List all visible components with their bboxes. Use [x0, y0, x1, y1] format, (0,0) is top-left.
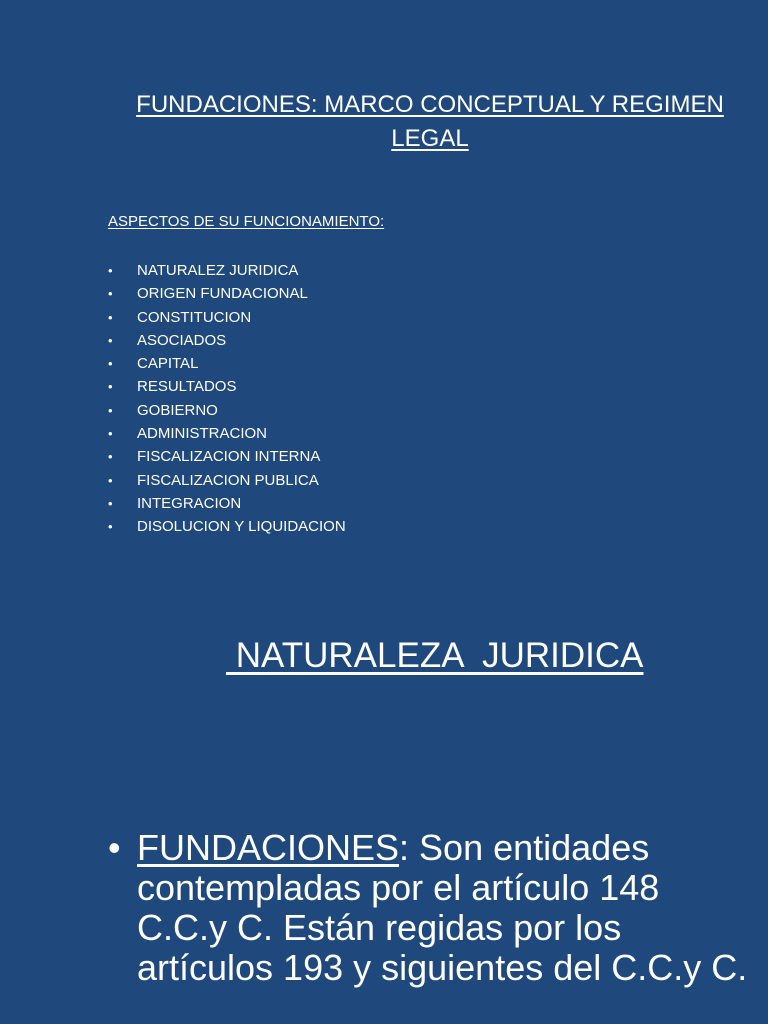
list-item: • RESULTADOS	[108, 375, 346, 398]
slide-naturaleza-juridica	[0, 560, 768, 1024]
term-fundaciones: FUNDACIONES	[137, 827, 400, 868]
list-item: • ADMINISTRACION	[108, 422, 346, 445]
list-item: • CAPITAL	[108, 352, 346, 375]
list-item: • CONSTITUCION	[108, 306, 346, 329]
content-body: : Son entidades contempladas por el artículo 148 C.C.y C. Están regidas por los artículos 193 y siguientes del C.C.y C.	[137, 827, 748, 988]
slide-title: FUNDACIONES: MARCO CONCEPTUAL Y REGIMEN LEGAL	[136, 91, 724, 152]
bullet-glyph: •	[108, 827, 121, 868]
list-item: • FISCALIZACION INTERNA	[108, 445, 346, 468]
list-item: • DISOLUCION Y LIQUIDACION	[108, 515, 346, 538]
slide-subtitle: ASPECTOS DE SU FUNCIONAMIENTO:	[108, 213, 385, 230]
list-item: • FISCALIZACION PUBLICA	[108, 469, 346, 492]
list-item: • NATURALEZ JURIDICA	[108, 259, 346, 282]
list-item: • INTEGRACION	[108, 492, 346, 515]
content-paragraph	[108, 828, 758, 988]
section-title: NATURALEZA JURIDICA	[226, 636, 644, 675]
list-item: • ASOCIADOS	[108, 329, 346, 352]
aspects-list	[108, 259, 346, 539]
content-bullet	[108, 828, 758, 988]
list-item: • ORIGEN FUNDACIONAL	[108, 282, 346, 305]
list-item: • GOBIERNO	[108, 399, 346, 422]
